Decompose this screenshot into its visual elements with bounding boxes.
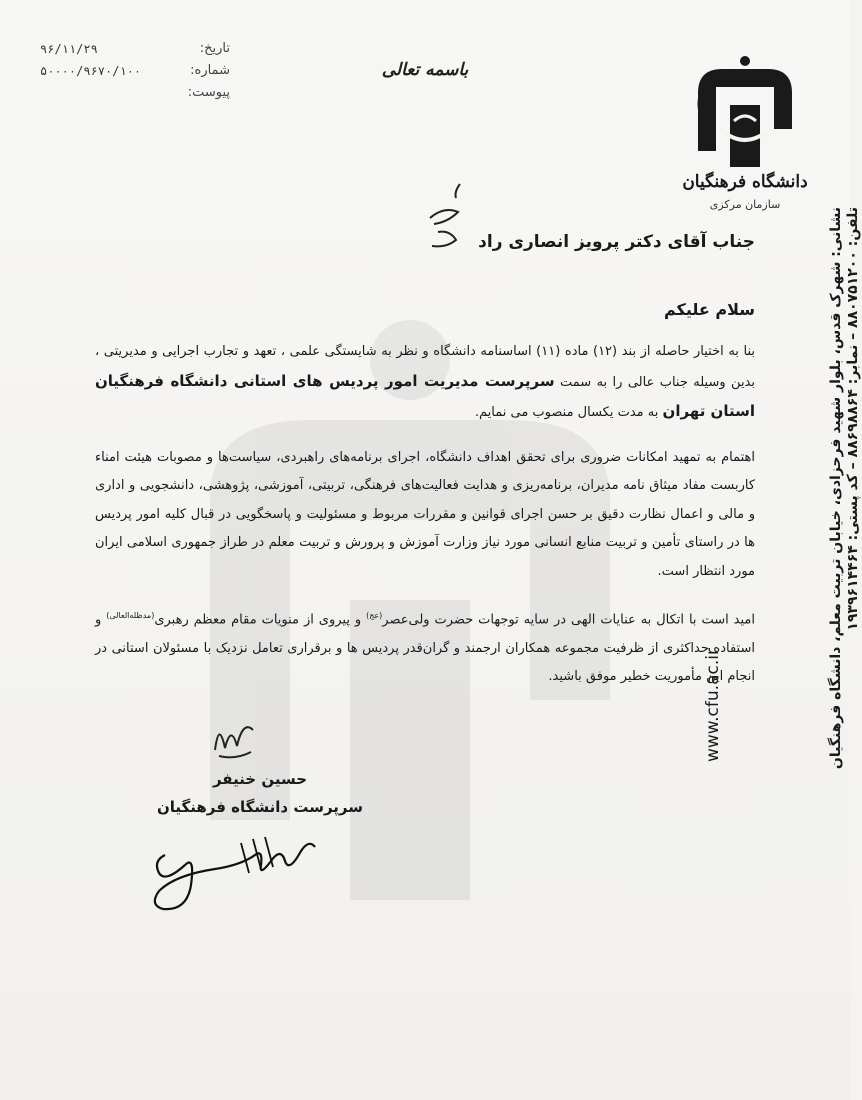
appointment-position: سرپرست مدیریت امور پردیس های استانی دانشگاه فرهنگیان استان تهران	[95, 371, 755, 420]
paragraph-appointment-part3: به مدت یکسال منصوب می نمایم.	[474, 405, 659, 420]
signer-name: حسین خنیفر	[212, 770, 308, 788]
signer-title: سرپرست دانشگاه فرهنگیان	[156, 798, 364, 816]
paragraph-appointment-part1: بنا به اختیار حاصله از بند (۱۲) ماده (۱۱) اساسنامه دانشگاه و نظر به شایستگی علمی ، تعهد و تجارب اجرایی و مدیریتی ، بدین وسیله جناب عالی را به سمت	[95, 344, 756, 390]
paragraph-duties: اهتمام به تمهید امکانات ضروری برای تحقق اهداف دانشگاه، اجرای برنامه‌های راهبردی، سیاست‌ها و مصوبات هیئت امناء کاربست مفاد میثاق نامه مدیران، برنامه‌ریزی و هدایت فعالیت‌های فرهنگی، تربیتی، آموزشی، پژوهشی، دانشجویی و اداری و مالی و اعمال نظارت دقیق بر حسن اجرای قوانین و مقررات مربوط و مسئولیت و پاسخگویی در قبال کلیه امور پردیس ها در راستای تأمین و تربیت منابع انسانی مورد نیاز وزارت آموزش و پرورش و تربیت معلم در طراز جمهوری اسلامی ایران مورد انتظار است.	[95, 449, 755, 579]
number-label: شماره:	[190, 63, 230, 78]
date-label: تاریخ:	[199, 41, 230, 56]
university-logo-sub: سازمان مرکزی	[709, 198, 781, 211]
number-row	[40, 60, 230, 82]
university-logo-icon	[690, 55, 800, 175]
number-value: ۵۰۰۰۰/۹۶۷۰/۱۰۰	[40, 64, 142, 78]
letter-body	[95, 338, 755, 708]
sidebar-website-link: www.cfu.ac.ir	[703, 648, 723, 762]
date-value: ۹۶/۱۱/۲۹	[40, 42, 98, 56]
sidebar-contact: تلفن: ۸۸۰۷۵۱۲۰۰ – نمابر: ۸۸۶۹۸۸۶۴ – کد پستی: ۱۹۳۹۶۱۴۴۶۴	[845, 207, 861, 631]
university-logo-name: دانشگاه فرهنگیان	[682, 172, 808, 192]
honorific-sup-1: (عج)	[366, 611, 383, 620]
paragraph-closing-part2: و پیروی از منویات مقام معظم رهبری	[154, 612, 362, 628]
signature-scribble	[145, 825, 325, 920]
paragraph-appointment	[95, 338, 755, 428]
sidebar-contact-block	[828, 207, 862, 770]
attachment-label: پیوست:	[187, 85, 230, 100]
sidebar-address: نشانی: شهرک قدس، بلوار شهید فرحزادی، خیابان تربیت معلم، دانشگاه فرهنگیان	[828, 207, 844, 770]
honorific-sup-2: (مدظله‌العالی)	[106, 611, 155, 620]
paragraph-closing-part3: و استفاده حداکثری از ظرفیت مجموعه همکاران ارجمند و گران‌قدر پردیس ها و برقراری تعامل نزدیک با مسئولان استانی در انجام این مأموریت خطیر موفق باشید.	[95, 612, 755, 685]
greeting-line: سلام علیکم	[663, 300, 755, 319]
bismillah-heading: باسمه تعالی	[381, 60, 469, 80]
letter-meta	[40, 38, 230, 104]
addressee-line: جناب آقای دکتر پرویز انصاری راد	[478, 232, 755, 252]
paragraph-closing-part1: امید است با اتکال به عنایات الهی در سایه توجهات حضرت ولی‌عصر	[382, 612, 755, 628]
attachment-row	[40, 82, 230, 104]
initials-scribble	[205, 710, 265, 765]
paragraph-closing	[95, 602, 755, 692]
date-row	[40, 38, 230, 60]
